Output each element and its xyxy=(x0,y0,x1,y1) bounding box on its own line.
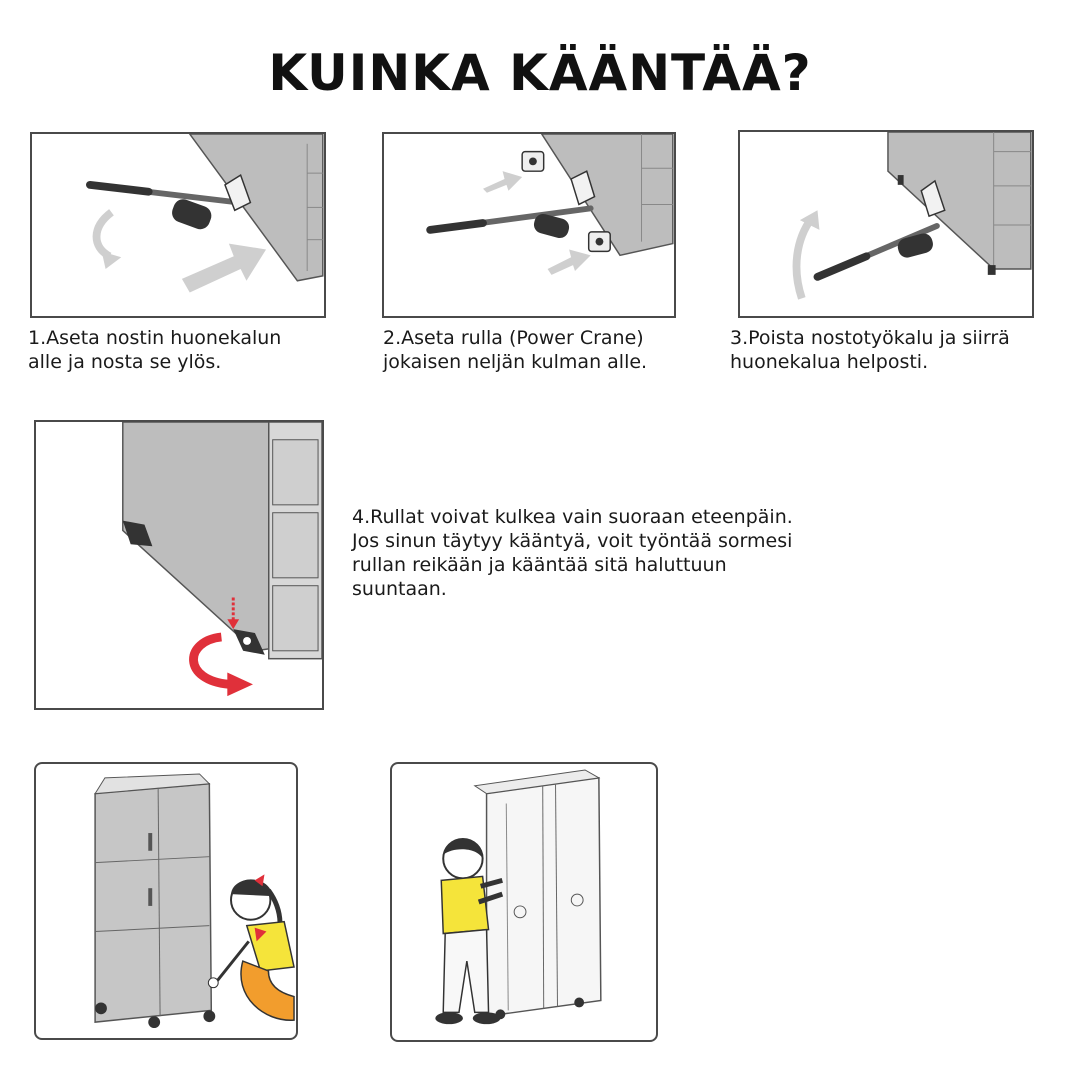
girl-cabinet-illustration xyxy=(34,762,298,1040)
rotate-illustration xyxy=(36,422,322,708)
step-3-illustration xyxy=(738,130,1034,318)
page-title: KUINKA KÄÄNTÄÄ? xyxy=(268,44,812,102)
roller-wheel xyxy=(169,197,214,232)
step-1-illustration xyxy=(30,132,326,318)
rotate-arrow-icon xyxy=(194,637,230,684)
push-arrow-icon xyxy=(182,244,266,293)
lift-illustration xyxy=(32,134,324,316)
step-3-caption: 3.Poista nostotyökalu ja siirrä huonekalua helposti. xyxy=(730,327,1010,373)
curve-arrow-icon xyxy=(97,212,112,256)
step-2-caption: 2.Aseta rulla (Power Crane) jokaisen neljän kulman alle. xyxy=(383,327,648,373)
step-4-illustration xyxy=(34,420,324,710)
rollers-illustration xyxy=(384,134,674,316)
step-4-caption: 4.Rullat voivat kulkea vain suoraan eteenpäin. Jos sinun täytyy kääntyä, voit työntää sormesi rullan reikään ja kääntää sitä haluttuun suuntaan. xyxy=(352,506,793,600)
step-1-caption: 1.Aseta nostin huonekalun alle ja nosta se ylös. xyxy=(28,327,282,373)
yellow-shirt xyxy=(247,922,294,971)
step-2-illustration xyxy=(382,132,676,318)
up-arrow-icon xyxy=(796,218,811,298)
girl-illustration xyxy=(36,764,296,1038)
move-illustration xyxy=(740,132,1032,316)
boy-wardrobe-illustration xyxy=(390,762,658,1042)
boy-illustration xyxy=(392,764,656,1040)
